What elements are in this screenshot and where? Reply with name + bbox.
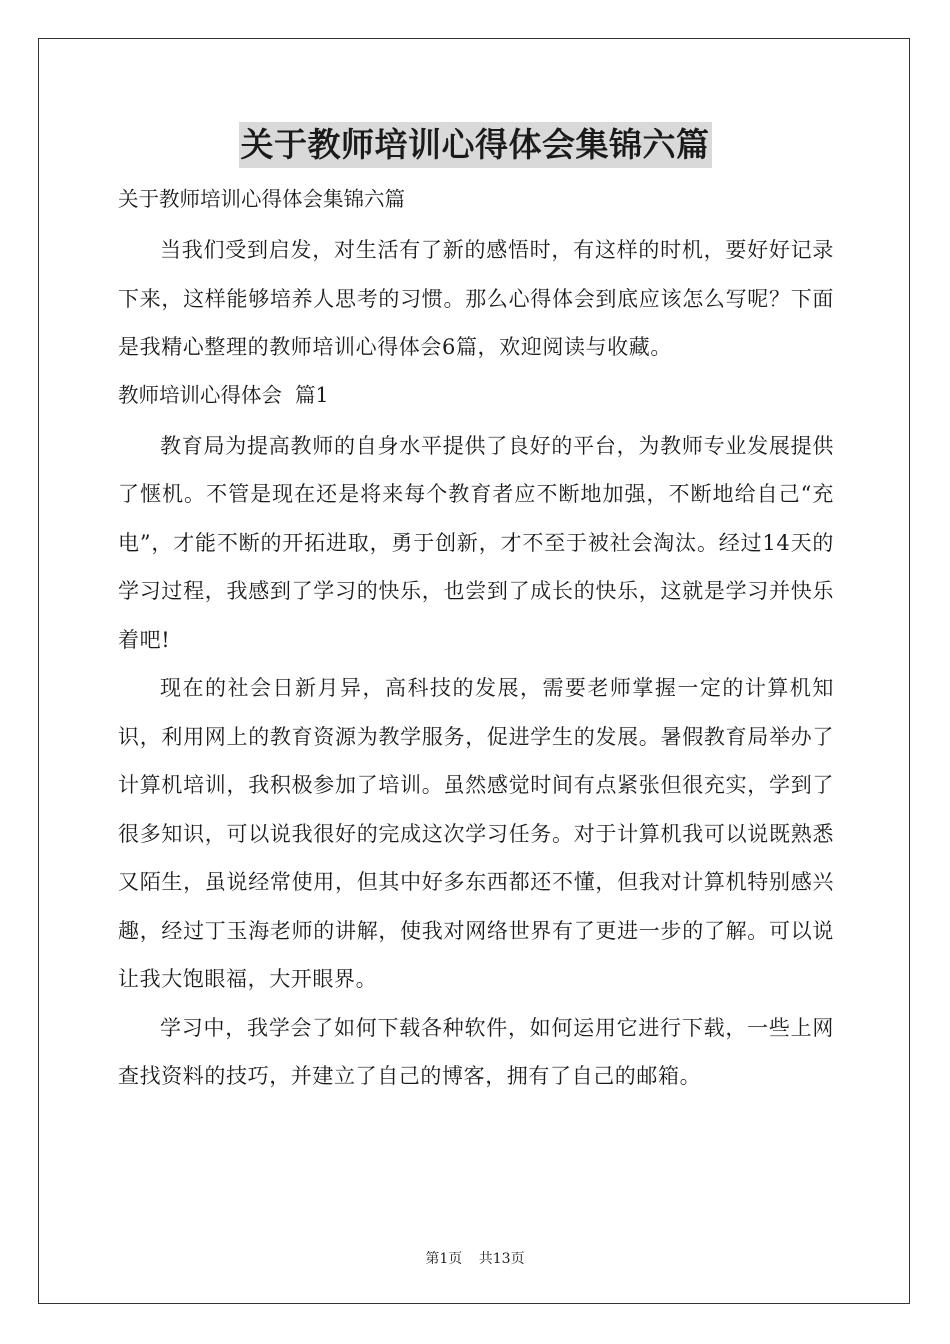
document-subtitle: 关于教师培训心得体会集锦六篇: [118, 187, 405, 211]
document-body: [118, 178, 834, 1101]
page-number-current: 第1页: [425, 1251, 463, 1267]
title-container: [0, 122, 950, 168]
page-footer: [0, 1248, 950, 1268]
body-paragraph-1: 教育局为提高教师的自身水平提供了良好的平台，为教师专业发展提供了惬机。不管是现在还是将来每个教育者应不断地加强，不断地给自己“充电”，才能不断的开拓进取，勇于创新，才不至于被社会淘汰。经过14天的学习过程，我感到了学习的快乐，也尝到了成长的快乐，这就是学习并快乐着吧!: [118, 433, 834, 652]
body-paragraph-2: 现在的社会日新月异，高科技的发展，需要老师掌握一定的计算机知识，利用网上的教育资源为教学服务，促进学生的发展。暑假教育局举办了计算机培训，我积极参加了培训。虽然感觉时间有点紧张但很充实，学到了很多知识，可以说我很好的完成这次学习任务。对于计算机我可以说既熟悉又陌生，虽说经常使用，但其中好多东西都还不懂，但我对计算机特别感兴趣，经过丁玉海老师的讲解，使我对网络世界有了更进一步的了解。可以说让我大饱眼福，大开眼界。: [118, 676, 834, 991]
intro-paragraph: 当我们受到启发，对生活有了新的感悟时，有这样的时机，要好好记录下来，这样能够培养人思考的习惯。那么心得体会到底应该怎么写呢？下面是我精心整理的教师培训心得体会6篇，欢迎阅读与收藏。: [118, 238, 834, 359]
section-heading: 教师培训心得体会 篇1: [118, 382, 329, 407]
document-title: 关于教师培训心得体会集锦六篇: [239, 122, 712, 168]
page-number-total: 共13页: [478, 1251, 525, 1267]
body-paragraph-3: 学习中，我学会了如何下载各种软件，如何运用它进行下载，一些上网查找资料的技巧，并建立了自己的博客，拥有了自己的邮箱。: [118, 1015, 834, 1088]
